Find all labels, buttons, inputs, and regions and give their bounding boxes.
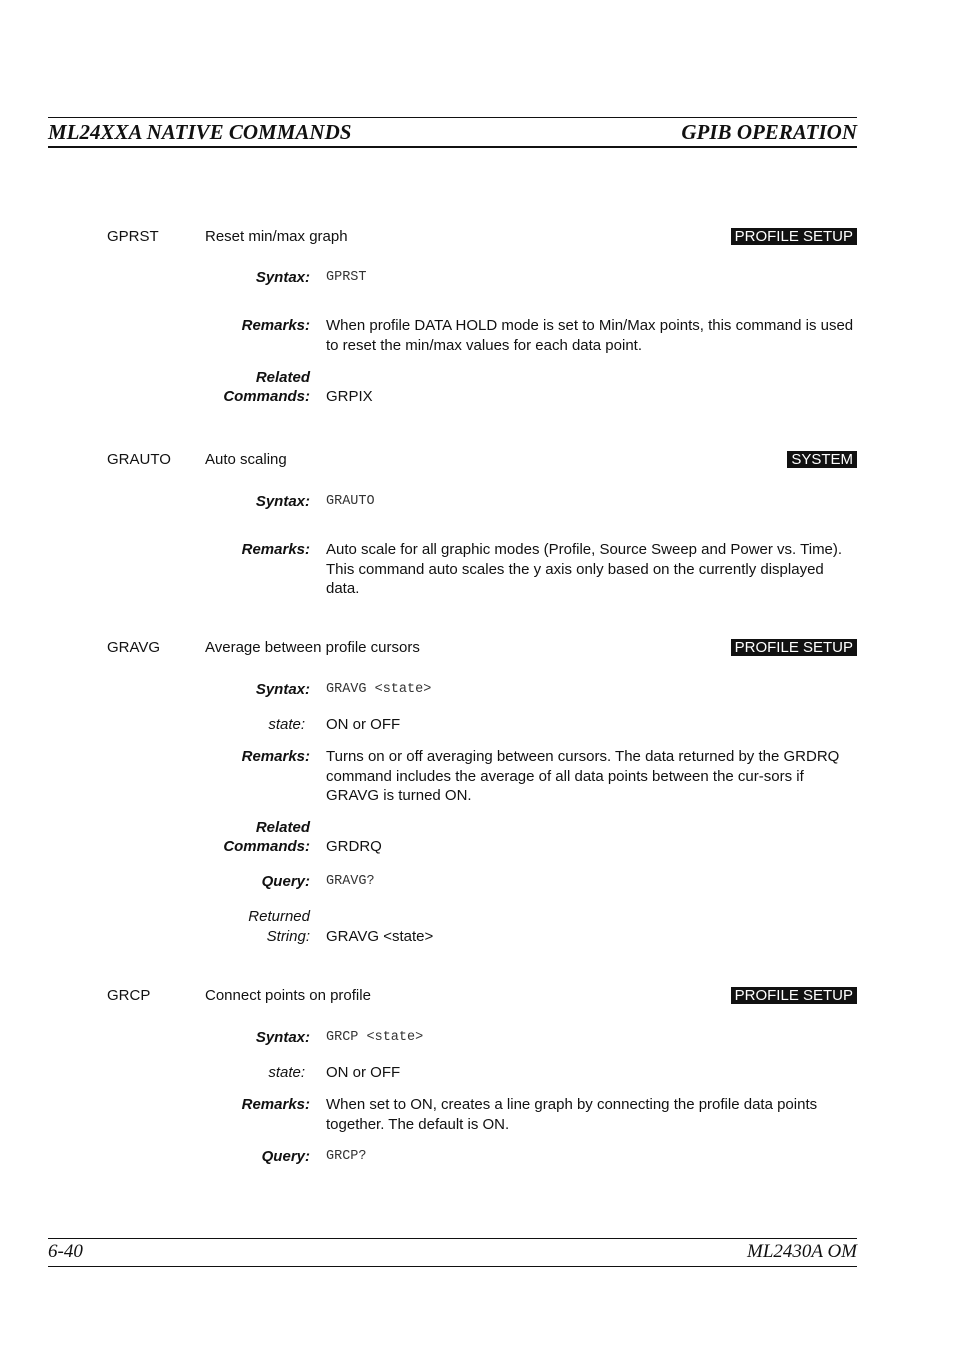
- remarks-label: Remarks:: [241, 748, 310, 765]
- command-description: Average between profile cursors: [205, 639, 420, 656]
- syntax-value: GRAVG <state>: [326, 682, 432, 697]
- command-description: Connect points on profile: [205, 987, 371, 1004]
- syntax-label: Syntax:: [255, 493, 310, 510]
- related-value: GRPIX: [326, 388, 373, 405]
- related-value: GRDRQ: [326, 838, 382, 855]
- related-label-line2: Commands:: [223, 838, 310, 855]
- syntax-label: Syntax:: [255, 1029, 310, 1046]
- command-description: Auto scaling: [205, 451, 287, 468]
- query-value: GRAVG?: [326, 874, 375, 889]
- category-badge: PROFILE SETUP: [731, 228, 857, 245]
- footer-rule-bottom: [48, 1266, 857, 1267]
- remarks-label: Remarks:: [241, 317, 310, 334]
- query-label: Query:: [261, 873, 310, 890]
- header-rule-bottom: [48, 146, 857, 148]
- command-description: Reset min/max graph: [205, 228, 348, 245]
- returned-value: GRAVG <state>: [326, 928, 434, 945]
- remarks-label: Remarks:: [241, 541, 310, 558]
- related-label-line1: Related: [255, 819, 310, 836]
- syntax-value: GPRST: [326, 270, 367, 285]
- state-label: state:: [268, 716, 305, 733]
- related-label-line2: Commands:: [223, 388, 310, 405]
- header-rule-top: [48, 117, 857, 118]
- remarks-text: Turns on or off averaging between cursors. The data returned by the GRDRQ command includes the average of all data points between the cur-sors if GRAVG is turned ON.: [326, 748, 840, 804]
- command-name: GPRST: [107, 228, 159, 245]
- remarks-text: When set to ON, creates a line graph by connecting the profile data points together. The default is ON.: [326, 1096, 818, 1133]
- state-value: ON or OFF: [326, 716, 401, 733]
- syntax-value: GRAUTO: [326, 494, 375, 509]
- remarks-text: When profile DATA HOLD mode is set to Min/Max points, this command is used to reset the min/max values for each data point.: [326, 317, 854, 354]
- related-label-line1: Related: [255, 369, 310, 386]
- remarks-label: Remarks:: [241, 1096, 310, 1113]
- query-label: Query:: [261, 1148, 310, 1165]
- command-name: GRAUTO: [107, 451, 171, 468]
- returned-label-line1: Returned: [248, 908, 310, 925]
- state-value: ON or OFF: [326, 1064, 401, 1081]
- syntax-label: Syntax:: [255, 681, 310, 698]
- page-number: 6-40: [48, 1241, 83, 1262]
- header-section-title: ML24XXA NATIVE COMMANDS: [48, 120, 352, 144]
- syntax-value: GRCP <state>: [326, 1030, 424, 1045]
- returned-label-line2: String:: [266, 928, 310, 945]
- category-badge: PROFILE SETUP: [731, 987, 857, 1004]
- command-name: GRCP: [107, 987, 151, 1004]
- syntax-label: Syntax:: [255, 269, 310, 286]
- state-label: state:: [268, 1064, 305, 1081]
- category-badge: PROFILE SETUP: [731, 639, 857, 656]
- footer-rule-top: [48, 1238, 857, 1239]
- manual-title: ML2430A OM: [747, 1241, 857, 1262]
- category-badge: SYSTEM: [787, 451, 857, 468]
- command-name: GRAVG: [107, 639, 161, 656]
- query-value: GRCP?: [326, 1149, 367, 1164]
- remarks-text: Auto scale for all graphic modes (Profile, Source Sweep and Power vs. Time). This command auto scales the y axis only based on the currently displayed data.: [326, 541, 843, 597]
- header-chapter-title: GPIB OPERATION: [681, 120, 857, 144]
